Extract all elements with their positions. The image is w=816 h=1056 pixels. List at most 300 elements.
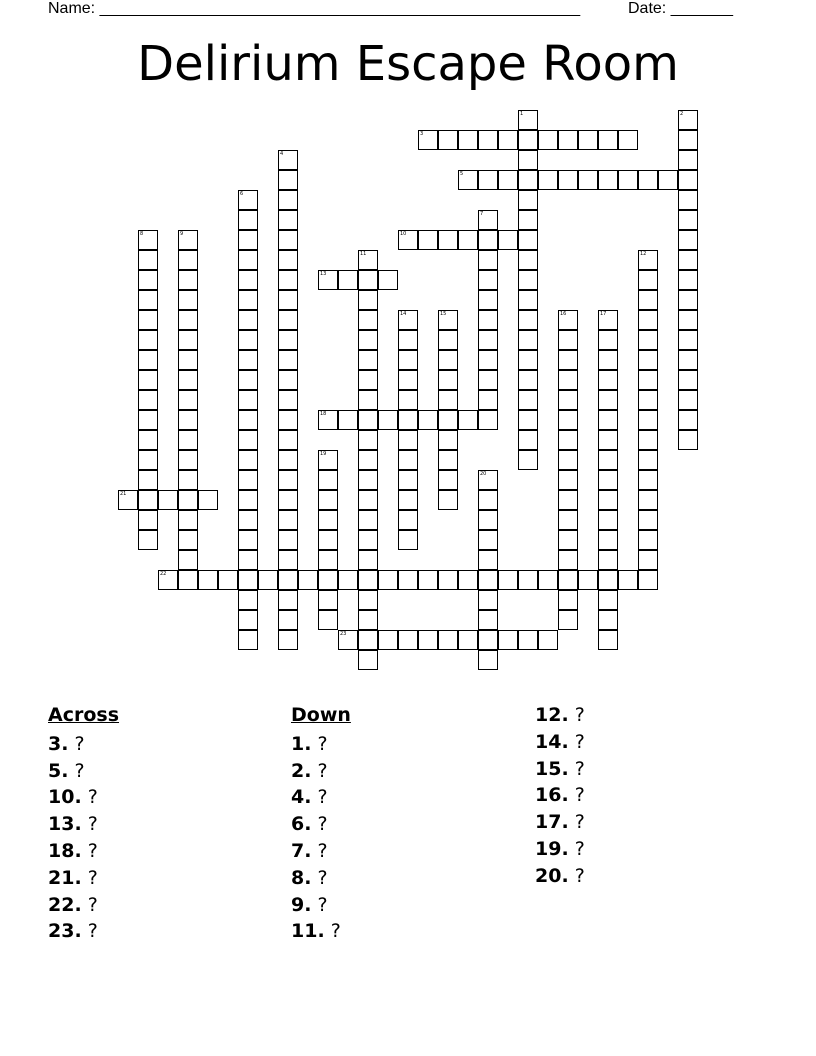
- grid-cell[interactable]: [238, 410, 258, 430]
- grid-cell[interactable]: [238, 490, 258, 510]
- grid-cell[interactable]: [678, 330, 698, 350]
- grid-cell[interactable]: [238, 210, 258, 230]
- grid-cell[interactable]: [518, 350, 538, 370]
- grid-cell[interactable]: [678, 370, 698, 390]
- grid-cell[interactable]: [558, 330, 578, 350]
- grid-cell[interactable]: [598, 410, 618, 430]
- grid-cell[interactable]: [398, 310, 418, 330]
- grid-cell[interactable]: [238, 630, 258, 650]
- grid-cell[interactable]: [438, 630, 458, 650]
- grid-cell[interactable]: [598, 470, 618, 490]
- grid-cell[interactable]: [498, 630, 518, 650]
- grid-cell[interactable]: [438, 410, 458, 430]
- grid-cell[interactable]: [318, 610, 338, 630]
- grid-cell[interactable]: [578, 130, 598, 150]
- grid-cell[interactable]: [178, 250, 198, 270]
- grid-cell[interactable]: [398, 350, 418, 370]
- grid-cell[interactable]: [278, 610, 298, 630]
- grid-cell[interactable]: [438, 370, 458, 390]
- grid-cell[interactable]: [458, 130, 478, 150]
- grid-cell[interactable]: [238, 610, 258, 630]
- grid-cell[interactable]: [478, 590, 498, 610]
- grid-cell[interactable]: [558, 450, 578, 470]
- grid-cell[interactable]: [498, 570, 518, 590]
- grid-cell[interactable]: [238, 590, 258, 610]
- grid-cell[interactable]: [638, 330, 658, 350]
- grid-cell[interactable]: [598, 570, 618, 590]
- grid-cell[interactable]: [518, 390, 538, 410]
- grid-cell[interactable]: [298, 570, 318, 590]
- grid-cell[interactable]: [578, 570, 598, 590]
- grid-cell[interactable]: [638, 410, 658, 430]
- grid-cell[interactable]: [518, 210, 538, 230]
- grid-cell[interactable]: [518, 290, 538, 310]
- grid-cell[interactable]: [318, 450, 338, 470]
- grid-cell[interactable]: [558, 170, 578, 190]
- grid-cell[interactable]: [598, 310, 618, 330]
- grid-cell[interactable]: [358, 430, 378, 450]
- grid-cell[interactable]: [198, 490, 218, 510]
- grid-cell[interactable]: [678, 130, 698, 150]
- grid-cell[interactable]: [518, 190, 538, 210]
- grid-cell[interactable]: [638, 450, 658, 470]
- grid-cell[interactable]: [678, 110, 698, 130]
- grid-cell[interactable]: [478, 390, 498, 410]
- grid-cell[interactable]: [278, 490, 298, 510]
- grid-cell[interactable]: [638, 270, 658, 290]
- grid-cell[interactable]: [558, 590, 578, 610]
- grid-cell[interactable]: [678, 350, 698, 370]
- grid-cell[interactable]: [458, 230, 478, 250]
- grid-cell[interactable]: [638, 170, 658, 190]
- grid-cell[interactable]: [438, 470, 458, 490]
- grid-cell[interactable]: [398, 430, 418, 450]
- grid-cell[interactable]: [418, 230, 438, 250]
- grid-cell[interactable]: [318, 570, 338, 590]
- grid-cell[interactable]: [558, 470, 578, 490]
- grid-cell[interactable]: [358, 390, 378, 410]
- grid-cell[interactable]: [438, 450, 458, 470]
- grid-cell[interactable]: [398, 510, 418, 530]
- grid-cell[interactable]: [278, 470, 298, 490]
- grid-cell[interactable]: [478, 170, 498, 190]
- grid-cell[interactable]: [478, 210, 498, 230]
- grid-cell[interactable]: [558, 510, 578, 530]
- grid-cell[interactable]: [238, 370, 258, 390]
- grid-cell[interactable]: [598, 490, 618, 510]
- grid-cell[interactable]: [238, 450, 258, 470]
- grid-cell[interactable]: [678, 290, 698, 310]
- grid-cell[interactable]: [338, 270, 358, 290]
- grid-cell[interactable]: [478, 370, 498, 390]
- grid-cell[interactable]: [518, 110, 538, 130]
- grid-cell[interactable]: [178, 450, 198, 470]
- grid-cell[interactable]: [478, 490, 498, 510]
- grid-cell[interactable]: [278, 410, 298, 430]
- grid-cell[interactable]: [458, 410, 478, 430]
- grid-cell[interactable]: [178, 290, 198, 310]
- grid-cell[interactable]: [398, 570, 418, 590]
- grid-cell[interactable]: [378, 570, 398, 590]
- grid-cell[interactable]: [638, 310, 658, 330]
- grid-cell[interactable]: [238, 350, 258, 370]
- grid-cell[interactable]: [138, 230, 158, 250]
- grid-cell[interactable]: [638, 490, 658, 510]
- grid-cell[interactable]: [238, 430, 258, 450]
- grid-cell[interactable]: [678, 410, 698, 430]
- grid-cell[interactable]: [138, 330, 158, 350]
- grid-cell[interactable]: [538, 170, 558, 190]
- grid-cell[interactable]: [638, 550, 658, 570]
- grid-cell[interactable]: [278, 290, 298, 310]
- grid-cell[interactable]: [278, 330, 298, 350]
- grid-cell[interactable]: [318, 410, 338, 430]
- grid-cell[interactable]: [358, 290, 378, 310]
- grid-cell[interactable]: [558, 490, 578, 510]
- grid-cell[interactable]: [398, 490, 418, 510]
- grid-cell[interactable]: [278, 430, 298, 450]
- grid-cell[interactable]: [478, 550, 498, 570]
- grid-cell[interactable]: [418, 130, 438, 150]
- grid-cell[interactable]: [598, 330, 618, 350]
- grid-cell[interactable]: [558, 410, 578, 430]
- grid-cell[interactable]: [638, 350, 658, 370]
- grid-cell[interactable]: [398, 530, 418, 550]
- grid-cell[interactable]: [678, 230, 698, 250]
- grid-cell[interactable]: [178, 230, 198, 250]
- grid-cell[interactable]: [278, 510, 298, 530]
- grid-cell[interactable]: [638, 430, 658, 450]
- grid-cell[interactable]: [598, 590, 618, 610]
- grid-cell[interactable]: [478, 530, 498, 550]
- grid-cell[interactable]: [358, 530, 378, 550]
- grid-cell[interactable]: [358, 630, 378, 650]
- grid-cell[interactable]: [598, 610, 618, 630]
- grid-cell[interactable]: [138, 390, 158, 410]
- grid-cell[interactable]: [358, 250, 378, 270]
- grid-cell[interactable]: [178, 350, 198, 370]
- grid-cell[interactable]: [358, 570, 378, 590]
- grid-cell[interactable]: [378, 630, 398, 650]
- grid-cell[interactable]: [578, 170, 598, 190]
- grid-cell[interactable]: [438, 350, 458, 370]
- grid-cell[interactable]: [278, 630, 298, 650]
- grid-cell[interactable]: [518, 630, 538, 650]
- grid-cell[interactable]: [278, 150, 298, 170]
- grid-cell[interactable]: [278, 190, 298, 210]
- grid-cell[interactable]: [118, 490, 138, 510]
- grid-cell[interactable]: [338, 630, 358, 650]
- grid-cell[interactable]: [678, 390, 698, 410]
- grid-cell[interactable]: [138, 270, 158, 290]
- grid-cell[interactable]: [358, 370, 378, 390]
- grid-cell[interactable]: [358, 590, 378, 610]
- grid-cell[interactable]: [558, 570, 578, 590]
- grid-cell[interactable]: [178, 530, 198, 550]
- grid-cell[interactable]: [478, 650, 498, 670]
- grid-cell[interactable]: [518, 370, 538, 390]
- grid-cell[interactable]: [238, 310, 258, 330]
- grid-cell[interactable]: [518, 570, 538, 590]
- grid-cell[interactable]: [438, 130, 458, 150]
- grid-cell[interactable]: [198, 570, 218, 590]
- grid-cell[interactable]: [478, 610, 498, 630]
- grid-cell[interactable]: [518, 170, 538, 190]
- grid-cell[interactable]: [538, 570, 558, 590]
- grid-cell[interactable]: [598, 430, 618, 450]
- grid-cell[interactable]: [278, 250, 298, 270]
- grid-cell[interactable]: [678, 250, 698, 270]
- grid-cell[interactable]: [318, 530, 338, 550]
- grid-cell[interactable]: [538, 630, 558, 650]
- grid-cell[interactable]: [138, 250, 158, 270]
- grid-cell[interactable]: [518, 270, 538, 290]
- grid-cell[interactable]: [238, 390, 258, 410]
- grid-cell[interactable]: [358, 610, 378, 630]
- grid-cell[interactable]: [558, 370, 578, 390]
- grid-cell[interactable]: [518, 410, 538, 430]
- grid-cell[interactable]: [558, 390, 578, 410]
- grid-cell[interactable]: [478, 250, 498, 270]
- grid-cell[interactable]: [598, 350, 618, 370]
- grid-cell[interactable]: [398, 370, 418, 390]
- grid-cell[interactable]: [278, 230, 298, 250]
- grid-cell[interactable]: [398, 470, 418, 490]
- grid-cell[interactable]: [478, 270, 498, 290]
- grid-cell[interactable]: [278, 350, 298, 370]
- grid-cell[interactable]: [558, 350, 578, 370]
- grid-cell[interactable]: [278, 570, 298, 590]
- grid-cell[interactable]: [518, 330, 538, 350]
- grid-cell[interactable]: [178, 430, 198, 450]
- grid-cell[interactable]: [478, 570, 498, 590]
- grid-cell[interactable]: [638, 530, 658, 550]
- grid-cell[interactable]: [658, 170, 678, 190]
- grid-cell[interactable]: [138, 430, 158, 450]
- grid-cell[interactable]: [458, 570, 478, 590]
- grid-cell[interactable]: [678, 210, 698, 230]
- grid-cell[interactable]: [398, 410, 418, 430]
- grid-cell[interactable]: [478, 130, 498, 150]
- grid-cell[interactable]: [478, 290, 498, 310]
- grid-cell[interactable]: [598, 450, 618, 470]
- grid-cell[interactable]: [558, 130, 578, 150]
- grid-cell[interactable]: [518, 450, 538, 470]
- grid-cell[interactable]: [358, 330, 378, 350]
- grid-cell[interactable]: [378, 270, 398, 290]
- grid-cell[interactable]: [138, 510, 158, 530]
- grid-cell[interactable]: [278, 310, 298, 330]
- grid-cell[interactable]: [238, 550, 258, 570]
- grid-cell[interactable]: [318, 270, 338, 290]
- grid-cell[interactable]: [178, 330, 198, 350]
- grid-cell[interactable]: [138, 450, 158, 470]
- grid-cell[interactable]: [178, 490, 198, 510]
- grid-cell[interactable]: [358, 490, 378, 510]
- grid-cell[interactable]: [238, 530, 258, 550]
- grid-cell[interactable]: [158, 570, 178, 590]
- grid-cell[interactable]: [478, 350, 498, 370]
- grid-cell[interactable]: [358, 550, 378, 570]
- grid-cell[interactable]: [598, 130, 618, 150]
- grid-cell[interactable]: [538, 130, 558, 150]
- grid-cell[interactable]: [518, 230, 538, 250]
- grid-cell[interactable]: [558, 610, 578, 630]
- grid-cell[interactable]: [518, 430, 538, 450]
- grid-cell[interactable]: [378, 410, 398, 430]
- grid-cell[interactable]: [598, 630, 618, 650]
- grid-cell[interactable]: [358, 450, 378, 470]
- grid-cell[interactable]: [638, 510, 658, 530]
- grid-cell[interactable]: [678, 310, 698, 330]
- grid-cell[interactable]: [498, 230, 518, 250]
- grid-cell[interactable]: [278, 270, 298, 290]
- grid-cell[interactable]: [618, 170, 638, 190]
- grid-cell[interactable]: [458, 630, 478, 650]
- grid-cell[interactable]: [598, 390, 618, 410]
- grid-cell[interactable]: [478, 330, 498, 350]
- grid-cell[interactable]: [278, 450, 298, 470]
- grid-cell[interactable]: [518, 250, 538, 270]
- grid-cell[interactable]: [358, 650, 378, 670]
- grid-cell[interactable]: [398, 630, 418, 650]
- grid-cell[interactable]: [178, 550, 198, 570]
- grid-cell[interactable]: [318, 510, 338, 530]
- grid-cell[interactable]: [638, 470, 658, 490]
- grid-cell[interactable]: [238, 230, 258, 250]
- grid-cell[interactable]: [238, 250, 258, 270]
- grid-cell[interactable]: [438, 490, 458, 510]
- grid-cell[interactable]: [318, 590, 338, 610]
- grid-cell[interactable]: [398, 230, 418, 250]
- grid-cell[interactable]: [558, 530, 578, 550]
- grid-cell[interactable]: [138, 290, 158, 310]
- grid-cell[interactable]: [638, 290, 658, 310]
- grid-cell[interactable]: [518, 130, 538, 150]
- grid-cell[interactable]: [238, 270, 258, 290]
- grid-cell[interactable]: [238, 330, 258, 350]
- grid-cell[interactable]: [138, 530, 158, 550]
- grid-cell[interactable]: [438, 430, 458, 450]
- grid-cell[interactable]: [138, 310, 158, 330]
- grid-cell[interactable]: [178, 370, 198, 390]
- grid-cell[interactable]: [238, 510, 258, 530]
- grid-cell[interactable]: [238, 470, 258, 490]
- grid-cell[interactable]: [258, 570, 278, 590]
- grid-cell[interactable]: [398, 390, 418, 410]
- grid-cell[interactable]: [598, 370, 618, 390]
- grid-cell[interactable]: [478, 230, 498, 250]
- grid-cell[interactable]: [618, 570, 638, 590]
- grid-cell[interactable]: [138, 470, 158, 490]
- grid-cell[interactable]: [438, 330, 458, 350]
- grid-cell[interactable]: [138, 490, 158, 510]
- grid-cell[interactable]: [338, 570, 358, 590]
- grid-cell[interactable]: [358, 470, 378, 490]
- grid-cell[interactable]: [518, 150, 538, 170]
- grid-cell[interactable]: [618, 130, 638, 150]
- grid-cell[interactable]: [558, 550, 578, 570]
- grid-cell[interactable]: [678, 170, 698, 190]
- grid-cell[interactable]: [518, 310, 538, 330]
- grid-cell[interactable]: [138, 410, 158, 430]
- grid-cell[interactable]: [178, 470, 198, 490]
- grid-cell[interactable]: [478, 310, 498, 330]
- grid-cell[interactable]: [678, 270, 698, 290]
- grid-cell[interactable]: [478, 470, 498, 490]
- grid-cell[interactable]: [418, 570, 438, 590]
- grid-cell[interactable]: [278, 550, 298, 570]
- grid-cell[interactable]: [358, 270, 378, 290]
- grid-cell[interactable]: [218, 570, 238, 590]
- grid-cell[interactable]: [338, 410, 358, 430]
- grid-cell[interactable]: [138, 370, 158, 390]
- grid-cell[interactable]: [178, 510, 198, 530]
- grid-cell[interactable]: [478, 510, 498, 530]
- grid-cell[interactable]: [398, 330, 418, 350]
- grid-cell[interactable]: [558, 430, 578, 450]
- grid-cell[interactable]: [358, 410, 378, 430]
- grid-cell[interactable]: [418, 630, 438, 650]
- grid-cell[interactable]: [438, 310, 458, 330]
- grid-cell[interactable]: [178, 410, 198, 430]
- grid-cell[interactable]: [438, 230, 458, 250]
- grid-cell[interactable]: [278, 210, 298, 230]
- grid-cell[interactable]: [478, 410, 498, 430]
- grid-cell[interactable]: [498, 130, 518, 150]
- grid-cell[interactable]: [178, 270, 198, 290]
- grid-cell[interactable]: [358, 510, 378, 530]
- grid-cell[interactable]: [638, 390, 658, 410]
- grid-cell[interactable]: [178, 310, 198, 330]
- grid-cell[interactable]: [678, 150, 698, 170]
- grid-cell[interactable]: [638, 370, 658, 390]
- grid-cell[interactable]: [418, 410, 438, 430]
- grid-cell[interactable]: [478, 630, 498, 650]
- grid-cell[interactable]: [638, 570, 658, 590]
- grid-cell[interactable]: [238, 290, 258, 310]
- grid-cell[interactable]: [318, 550, 338, 570]
- grid-cell[interactable]: [318, 470, 338, 490]
- grid-cell[interactable]: [178, 390, 198, 410]
- grid-cell[interactable]: [438, 570, 458, 590]
- grid-cell[interactable]: [498, 170, 518, 190]
- grid-cell[interactable]: [238, 570, 258, 590]
- grid-cell[interactable]: [598, 530, 618, 550]
- grid-cell[interactable]: [178, 570, 198, 590]
- grid-cell[interactable]: [138, 350, 158, 370]
- grid-cell[interactable]: [598, 510, 618, 530]
- grid-cell[interactable]: [278, 370, 298, 390]
- grid-cell[interactable]: [278, 590, 298, 610]
- grid-cell[interactable]: [358, 310, 378, 330]
- grid-cell[interactable]: [598, 550, 618, 570]
- grid-cell[interactable]: [238, 190, 258, 210]
- grid-cell[interactable]: [458, 170, 478, 190]
- grid-cell[interactable]: [278, 530, 298, 550]
- grid-cell[interactable]: [318, 490, 338, 510]
- grid-cell[interactable]: [278, 390, 298, 410]
- grid-cell[interactable]: [358, 350, 378, 370]
- grid-cell[interactable]: [158, 490, 178, 510]
- grid-cell[interactable]: [678, 430, 698, 450]
- grid-cell[interactable]: [678, 190, 698, 210]
- grid-cell[interactable]: [558, 310, 578, 330]
- grid-cell[interactable]: [638, 250, 658, 270]
- grid-cell[interactable]: [278, 170, 298, 190]
- grid-cell[interactable]: [438, 390, 458, 410]
- grid-cell[interactable]: [398, 450, 418, 470]
